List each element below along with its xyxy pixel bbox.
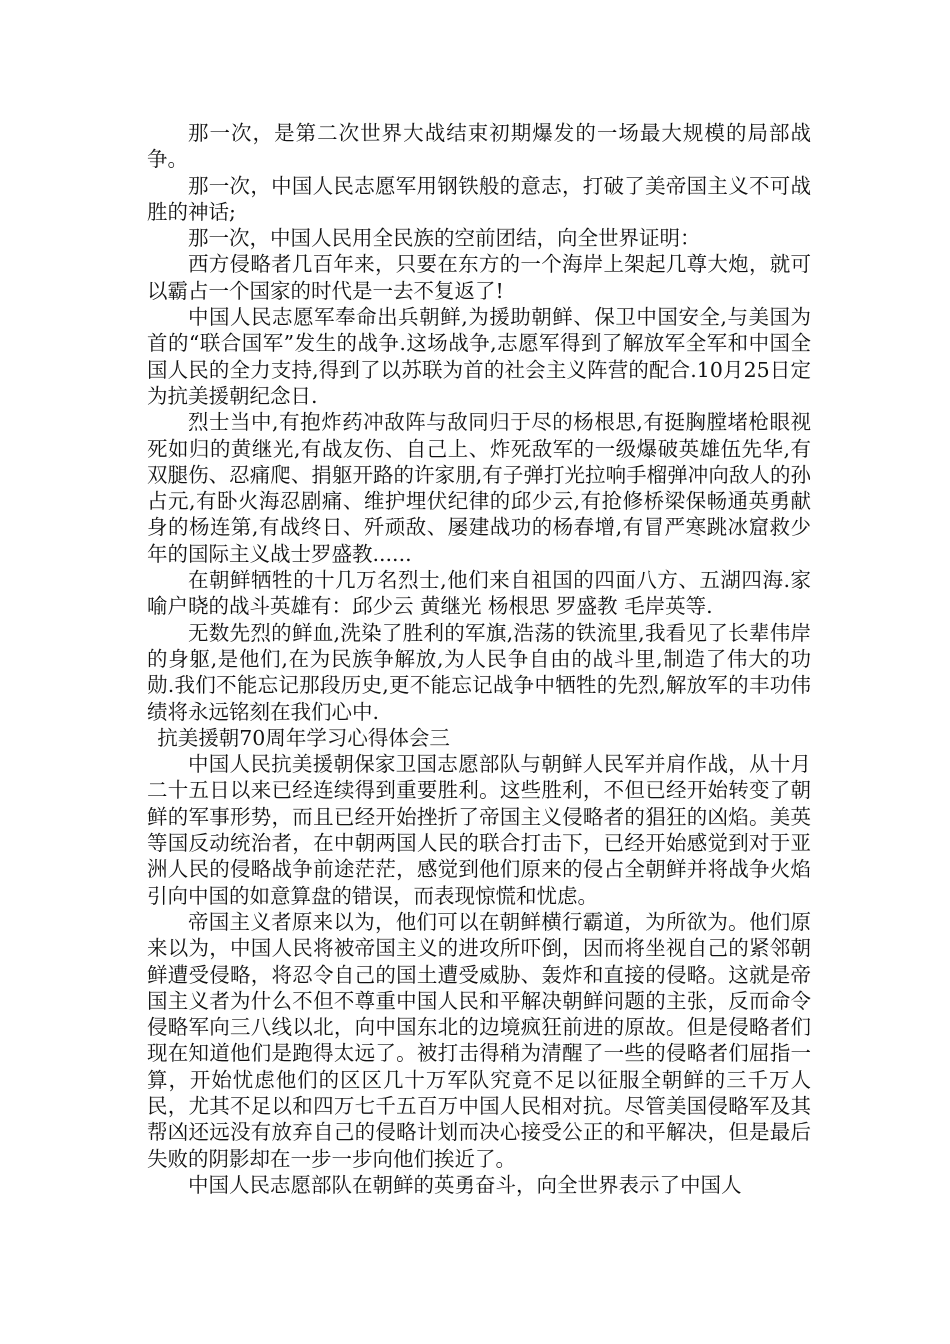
section-heading: 抗美援朝70周年学习心得体会三 — [157, 725, 450, 750]
paragraph: 中国人民抗美援朝保家卫国志愿部队与朝鲜人民军并肩作战，从十月二十五日以来已经连续得到重要胜利。这些胜利，不但已经开始转变了朝鲜的军事形势，而且已经开始挫折了帝国主义侵略者的猖狂的凶焰。美英等国反动统治者，在中朝两国人民的联合打击下，已经开始感觉到对于亚洲人民的侵略战争前途茫茫，感觉到他们原来的侵占全朝鲜并将战争火焰引向中国的如意算盘的错误，而表现惊慌和忧虑。 — [147, 752, 811, 908]
paragraph: 烈士当中,有抱炸药冲敌阵与敌同归于尽的杨根思,有挺胸膛堵枪眼视死如归的黄继光,有战友伤、自己上、炸死敌军的一级爆破英雄伍先华,有双腿伤、忍痛爬、捐躯开路的许家朋,有子弹打光拉响手榴弹冲向敌人的孙占元,有卧火海忍剧痛、维护埋伏纪律的邱少云,有抢修桥梁保畅通英勇献身的杨连第,有战终日、歼顽敌、屡建战功的杨春增,有冒严寒跳冰窟救少年的国际主义战士罗盛教...... — [147, 410, 811, 566]
document-page — [147, 120, 811, 1198]
paragraph: 帝国主义者原来以为，他们可以在朝鲜横行霸道，为所欲为。他们原来以为，中国人民将被帝国主义的进攻所吓倒，因而将坐视自己的紧邻朝鲜遭受侵略，将忍令自己的国土遭受威胁、轰炸和直接的侵略。这就是帝国主义者为什么不但不尊重中国人民和平解决朝鲜问题的主张，反而命令侵略军向三八线以北，向中国东北的边境疯狂前进的原故。但是侵略者们现在知道他们是跑得太远了。被打击得稍为清醒了一些的侵略者们屈指一算，开始忧虑他们的区区几十万军队究竟不足以征服全朝鲜的三千万人民，尤其不足以和四万七千五百万中国人民相对抗。尽管美国侵略军及其帮凶还远没有放弃自己的侵略计划而决心接受公正的和平解决，但是最后失败的阴影却在一步一步向他们挨近了。 — [147, 909, 811, 1171]
paragraph: 西方侵略者几百年来，只要在东方的一个海岸上架起几尊大炮，就可以霸占一个国家的时代是一去不复返了! — [147, 252, 811, 303]
paragraph: 那一次，中国人民志愿军用钢铁般的意志，打破了美帝国主义不可战胜的神话; — [147, 173, 811, 224]
paragraph: 无数先烈的鲜血,洗染了胜利的军旗,浩荡的铁流里,我看见了长辈伟岸的身躯,是他们,在为民族争解放,为人民争自由的战斗里,制造了伟大的功勋.我们不能忘记那段历史,更不能忘记战争中牺牲的先烈,解放军的丰功伟绩将永远铭刻在我们心中. — [147, 620, 811, 724]
paragraph: 那一次，是第二次世界大战结束初期爆发的一场最大规模的局部战争。 — [147, 121, 811, 172]
paragraph: 中国人民志愿军奉命出兵朝鲜,为援助朝鲜、保卫中国安全,与美国为首的“联合国军”发生的战争.这场战争,志愿军得到了解放军全军和中国全国人民的全力支持,得到了以苏联为首的社会主义阵营的配合.10月25日定为抗美援朝纪念日. — [147, 305, 811, 408]
paragraph: 中国人民志愿部队在朝鲜的英勇奋斗，向全世界表示了中国人 — [188, 1172, 742, 1197]
paragraph: 那一次，中国人民用全民族的空前团结，向全世界证明： — [188, 226, 701, 251]
paragraph: 在朝鲜牺牲的十几万名烈士,他们来自祖国的四面八方、五湖四海.家喻户晓的战斗英雄有：邱少云 黄继光 杨根思 罗盛教 毛岸英等. — [147, 568, 811, 619]
